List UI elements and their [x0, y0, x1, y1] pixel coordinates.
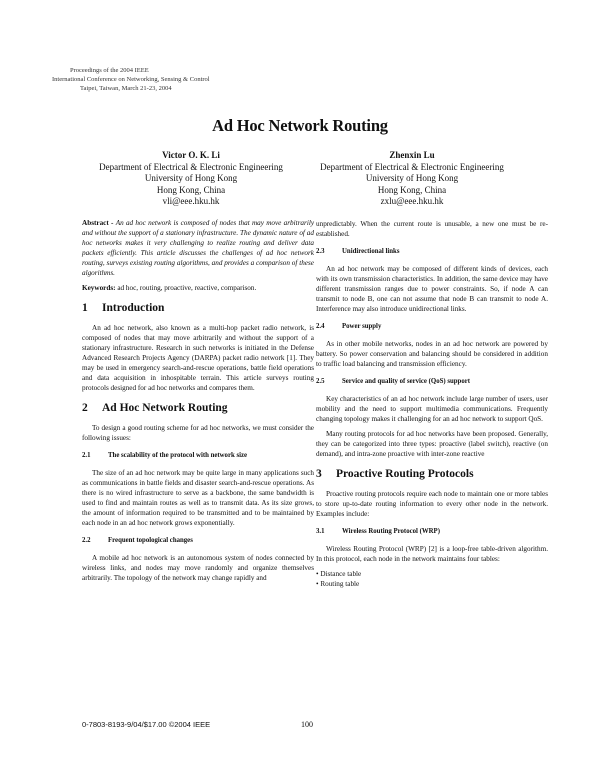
- paper-title: Ad Hoc Network Routing: [212, 116, 388, 135]
- subsection-heading: [316, 527, 548, 537]
- keywords: [82, 283, 314, 293]
- subsection-title: Frequent topological changes: [108, 537, 193, 544]
- subsection-title: Unidirectional links: [342, 248, 400, 255]
- list-item: • Routing table: [316, 580, 360, 588]
- subsection-title: Power supply: [342, 323, 382, 330]
- list-item: • Distance table: [316, 570, 362, 578]
- section-text: Key characteristics of an ad hoc network include large number of users, user mobility and the need to support multimedia communications. Frequently changing topology makes it challenging for an ad hoc network to support QoS.: [316, 395, 548, 423]
- section-title: Proactive Routing Protocols: [336, 468, 474, 480]
- author-dept: Department of Electrical & Electronic Engineering: [320, 161, 504, 172]
- left-column: [82, 218, 314, 588]
- subsection-title: Service and quality of service (QoS) support: [342, 378, 471, 385]
- subsection-number: 2.1: [82, 452, 91, 459]
- section-text: Many routing protocols for ad hoc networks have been proposed. Generally, they can be categorized into three types: proactive (label switch), reactive (on demand), and intra-zone proactive with inter-zone reactive: [316, 430, 548, 458]
- subsection-number: 2.3: [316, 248, 325, 255]
- author-univ: University of Hong Kong: [365, 173, 459, 183]
- section-text: The size of an ad hoc network may be quite large in many applications such as communications in battle fields and disaster search-and-rescue operations. As there is no wired infrastructure to serve as a backbone, the same bandwidth is used to find and maintain routes as well as to transmit data. As its size grows, the amount of information required to be transmitted and to be maintained by each node in an ad hoc network grows exponentially.: [82, 469, 314, 527]
- abstract-label: Abstract -: [82, 219, 114, 227]
- subsection-heading: [316, 377, 548, 387]
- subsection-heading: [316, 322, 548, 332]
- abstract: [82, 218, 314, 278]
- author-univ: University of Hong Kong: [144, 173, 238, 183]
- section-heading: [316, 468, 548, 481]
- copyright-footer: 0-7803-8193-9/04/$17.00 ©2004 IEEE: [82, 720, 211, 729]
- page-number: 100: [301, 720, 313, 729]
- section-text: An ad hoc network, also known as a multi-hop packet radio network, is composed of nodes that may move arbitrarily and without the support of a stationary infrastructure. Research in such networks is initiated in the Defense Advanced Research Projects Agency (DARPA) packet radio network [1]. They may be used in emergency search-and-rescue operations, battle field operations and data acquisition in inhospitable terrain. This article surveys routing protocols designed for ad hoc networks and compares them.: [82, 324, 314, 392]
- author-dept: Department of Electrical & Electronic Engineering: [99, 161, 283, 172]
- subsection-title: Wireless Routing Protocol (WRP): [342, 528, 440, 535]
- section-heading: [82, 302, 314, 315]
- section-text: unpredictably. When the current route is unusable, a new one must be re-established.: [316, 220, 548, 238]
- subsection-number: 2.4: [316, 323, 325, 330]
- right-column: [316, 219, 548, 589]
- section-number: 1: [82, 302, 88, 314]
- section-text: Proactive routing protocols require each node to maintain one or more tables to store up-to-date routing information to every other node in the network. Examples include:: [316, 490, 548, 518]
- proceedings-line: Proceedings of the 2004 IEEE: [70, 67, 149, 74]
- author-email: zxlu@eee.hku.hk: [380, 196, 444, 206]
- subsection-title: The scalability of the protocol with network size: [108, 452, 248, 459]
- author-city: Hong Kong, China: [377, 184, 447, 195]
- keywords-text: ad hoc, routing, proactive, reactive, comparison.: [117, 284, 257, 292]
- keywords-label: Keywords:: [82, 284, 116, 292]
- subsection-number: 2.2: [82, 537, 91, 544]
- section-title: Ad Hoc Network Routing: [102, 402, 228, 414]
- proceedings-line: Taipei, Taiwan, March 21-23, 2004: [80, 85, 172, 92]
- section-text: Wireless Routing Protocol (WRP) [2] is a loop-free table-driven algorithm. In this protocol, each node in the network maintains four tables:: [316, 545, 548, 563]
- section-heading: [82, 402, 314, 415]
- author-block: [277, 150, 547, 208]
- section-text: An ad hoc network may be composed of different kinds of devices, each with its own transmission characteristics. In addition, the same device may have different transmission ranges due to power constraints. So, if node A can transmit to node B, one can not assume that node B can transmit to node A. Interference may also introduce unidirectional links.: [316, 265, 548, 313]
- author-email: vli@eee.hku.hk: [162, 196, 220, 206]
- section-number: 2: [82, 402, 88, 414]
- proceedings-header: [52, 66, 210, 93]
- subsection-heading: [316, 247, 548, 257]
- proceedings-line: International Conference on Networking, Sensing & Control: [52, 76, 210, 83]
- section-text: To design a good routing scheme for ad hoc networks, we must consider the following issues:: [82, 424, 314, 442]
- subsection-heading: [82, 536, 314, 546]
- author-name: Victor O. K. Li: [162, 150, 220, 160]
- subsection-number: 2.5: [316, 378, 325, 385]
- author-name: Zhenxin Lu: [389, 150, 435, 160]
- subsection-number: 3.1: [316, 528, 325, 535]
- section-text: As in other mobile networks, nodes in an ad hoc network are powered by battery. So power conservation and balancing should be considered in addition to traffic load balancing and transmission efficiency.: [316, 340, 548, 368]
- bullet-list: [316, 569, 548, 589]
- section-number: 3: [316, 468, 322, 480]
- section-title: Introduction: [102, 302, 165, 314]
- abstract-text: An ad hoc network is composed of nodes that may move arbitrarily and without the support of a stationary infrastructure. The dynamic nature of ad hoc networks makes it very challenging to realize routing and deliver data packets efficiently. This article discusses the challenges of ad hoc network routing, surveys existing routing algorithms, and provides a comparison of these algorithms.: [82, 219, 315, 277]
- section-text: A mobile ad hoc network is an autonomous system of nodes connected by wireless links, and nodes may move randomly and organize themselves arbitrarily. The topology of the network may change rapidly and: [82, 554, 314, 582]
- subsection-heading: [82, 451, 314, 461]
- author-city: Hong Kong, China: [156, 184, 226, 195]
